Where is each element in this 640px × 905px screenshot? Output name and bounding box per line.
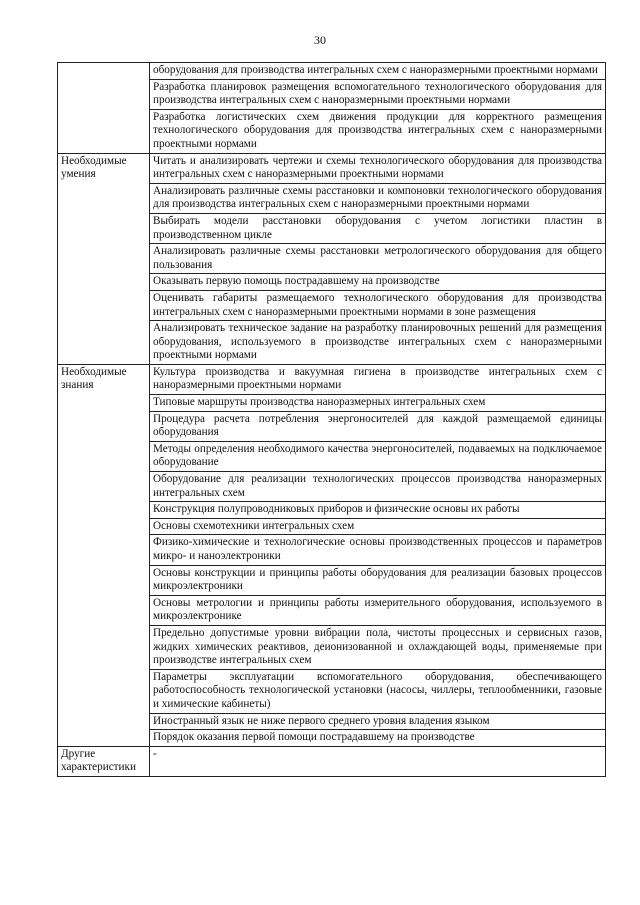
requirement-item: Оказывать первую помощь пострадавшему на производстве — [150, 274, 606, 291]
requirement-item: Оборудование для реализации технологических процессов производства наноразмерных интегральных схем — [150, 472, 606, 502]
requirement-item: Параметры эксплуатации вспомогательного оборудования, обеспечивающего работоспособность технологической установки (насосы, чиллеры, теплообменники, газовые и химические кабинеты) — [150, 669, 606, 713]
section-label: Необходимые знания — [58, 364, 150, 746]
requirement-item: Культура производства и вакуумная гигиена в производстве интегральных схем с наноразмерными проектными нормами — [150, 364, 606, 394]
requirement-item: Основы конструкции и принципы работы оборудования для реализации базовых процессов микроэлектроники — [150, 565, 606, 595]
requirement-item: Иностранный язык не ниже первого среднего уровня владения языком — [150, 713, 606, 730]
table-row — [58, 153, 606, 183]
requirement-item: Оценивать габариты размещаемого технологического оборудования для производства интегральных схем с наноразмерными проектными нормами в зоне размещения — [150, 290, 606, 320]
table-row — [58, 364, 606, 394]
section-label: Другие характеристики — [58, 746, 150, 776]
requirement-item: Анализировать различные схемы расстановки метрологического оборудования для общего пользования — [150, 244, 606, 274]
requirement-item: Физико-химические и технологические основы производственных процессов и параметров микро- и наноэлектроники — [150, 535, 606, 565]
requirement-item: Типовые маршруты производства наноразмерных интегральных схем — [150, 395, 606, 412]
requirement-item: Основы схемотехники интегральных схем — [150, 518, 606, 535]
section-label — [58, 63, 150, 154]
requirement-item: Процедура расчета потребления энергоносителей для каждой размещаемой единицы оборудования — [150, 411, 606, 441]
section-label: Необходимые умения — [58, 153, 150, 364]
requirement-item: Разработка логистических схем движения продукции для корректного размещения технологического оборудования для производства интегральных схем с наноразмерными проектными нормами — [150, 109, 606, 153]
requirement-item: Анализировать техническое задание на разработку планировочных решений для размещения оборудования, используемого в производстве интегральных схем с наноразмерными проектными нормами — [150, 321, 606, 365]
requirement-item: Выбирать модели расстановки оборудования с учетом логистики пластин в производственном цикле — [150, 213, 606, 243]
requirements-table — [57, 62, 606, 777]
requirement-item: Методы определения необходимого качества энергоносителей, подаваемых на подключаемое оборудование — [150, 441, 606, 471]
requirement-item: - — [150, 746, 606, 776]
requirement-item: Основы метрологии и принципы работы измерительного оборудования, используемого в микроэлектронике — [150, 595, 606, 625]
table-row — [58, 63, 606, 80]
requirement-item: оборудования для производства интегральных схем с наноразмерными проектными нормами — [150, 63, 606, 80]
requirement-item: Разработка планировок размещения вспомогательного технологического оборудования для производства интегральных схем с наноразмерными проектными нормами — [150, 79, 606, 109]
requirement-item: Читать и анализировать чертежи и схемы технологического оборудования для производства интегральных схем с наноразмерными проектными нормами — [150, 153, 606, 183]
requirement-item: Анализировать различные схемы расстановки и компоновки технологического оборудования для производства интегральных схем с наноразмерными проектными нормами — [150, 183, 606, 213]
requirement-item: Порядок оказания первой помощи пострадавшему на производстве — [150, 730, 606, 747]
requirement-item: Предельно допустимые уровни вибрации пола, чистоты процессных и сервисных газов, жидких химических реактивов, деионизованной и охлаждающей воды, применяемые при производстве интегральных схем — [150, 625, 606, 669]
requirement-item: Конструкция полупроводниковых приборов и физические основы их работы — [150, 502, 606, 519]
table-row — [58, 746, 606, 776]
page-number: 30 — [314, 33, 326, 47]
